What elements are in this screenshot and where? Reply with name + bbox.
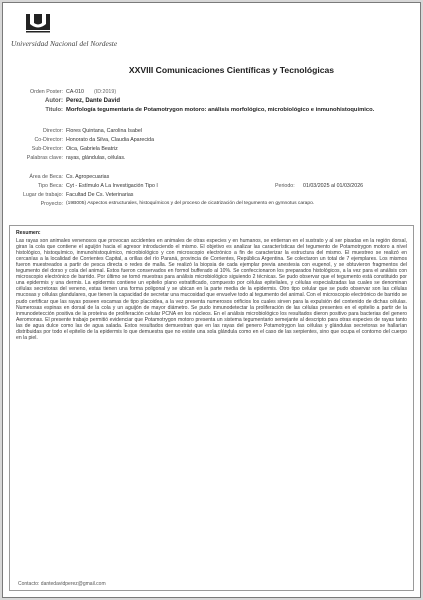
periodo-label: Periodo: [275,183,295,189]
resumen-label: Resumen: [16,230,41,236]
university-logo-icon [25,13,51,35]
autor-label: Autor: [45,98,63,104]
titulo-label: Titulo: [45,107,63,113]
codirector-value: Honorato da Silva, Claudia Aparecida [66,137,155,143]
palabras-label: Palabras clave: [26,155,63,161]
periodo-value: 01/03/2025 al 01/03/2026 [303,183,364,189]
orden-value: CA-010 [66,89,84,95]
document-page [2,2,421,598]
area-value: Cs. Agropecuarias [66,174,110,180]
proyecto-value: (19B005) Aspectos estructurales, histoquímicos y del proceso de cicatrización del tegumento en gymnotus carapo. [66,201,315,206]
contact-label: Contacto: [18,580,40,587]
palabras-value: rayas, glándulas, células. [66,155,126,161]
resumen-text: Las rayas son animales venenosos que provocan accidentes en animales de otras especies y en humanos, se entierran en el sustrato y al ser pisadas en la región dorsal, giran la cola que contiene el aguijón hacia el agresor introduciendo el mismo. El objetivo es analizar las características del tegumento de Potamotrygon motoro a nivel histológico, histoquímico, inmunohistoquímico, microbiológico y con microscopio electrónico a fin de caracterizar la estructura del mismo. El muestreo se realizó en cercanías a la localidad de Corrientes Capital, a orillas del río Paraná, provincia de Corrientes, República Argentina. Se colectaron un total de 7 ejemplares. Los mismos fueron muestreados a partir de pesca directa o redes de malla. Se realizó la biopsia de cada ejemplar previa anestesia con eugenol, y se obtuvieron fragmentos del tegumento del dorso y cola del animal. Estos fueron conservados en formol bufferado al 10%. Se confeccionaron los preparados histológicos, a la vez para el análisis con microscopio electrónico de barrido. Por último se tomó muestras para análisis microbiológico siguiendo 2 técnicas. Se pudo observar que el tegumento está constituido por una epidermis y una dermis. La epidermis contiene un epitelio plano estratificado, compuesto por células epiteliales, y células especializadas las cuales se denominan células secretoras del veneno, estas tienen una forma poligonal y se ubican en la parte media de la epidermis. Otro tipo celular que se pudo observar son las células mucosas y células glandulares, que tienen la capacidad de secretar una mucosidad que envuelve todo al tegumento del animal. Con el microscopio electrónico de barrido se pudo certificar que las rayas poseen escamas de tipo placoidea, a la vez presenta numerosos orificios los cuales sirven para la expulsión del contenido de dichas células. Numerosas espinas en dorsal de la cola y un aguijón de mayor diámetro. Se pudo inmunodetectar la proliferación de las células presentes en el epitelio a partir de la inmunodetección positiva de la proteína de proliferación celular PCNA en los núcleos. En el análisis microbiológico los resultados dieron positivo para bacterias del genero Aeromonas. El presente trabajo permitió evidenciar que Potamotrygon motoro presenta un sistema tegumentario semejante al descripto para otras especies de rayas tanto las de agua dulce como las de agua salada. Estos resultados demuestran que en las rayas del genero Potamotrygon las células y glándulas secretoras se hallarían distribuidas por todo el epitelio de la epidermis lo que demuestra que no existe una sola glándula como en el caso de las serpientes, sino que ocupa el contorno del cuerpo en la piel. [16,238,407,341]
event-title: XXVIII Comunicaciones Científicas y Tecnológicas [128,65,335,75]
lugar-label: Lugar de trabajo: [22,192,63,198]
tipo-label: Tipo Beca: [37,183,63,189]
director-value: Flores Quintana, Carolina Isabel [66,128,142,134]
university-name: Universidad Nacional del Nordeste [11,39,118,48]
area-label: Área de Beca: [29,174,63,180]
resumen-box [9,225,414,591]
director-label: Director: [42,128,63,134]
tipo-value: Cyt - Estímulo A La Investigación Tipo I [66,183,158,189]
orden-label: Orden Poster: [30,89,63,95]
proyecto-label: Proyecto: [40,201,63,207]
contact-email: dantedavidperez@gmail.com [40,580,106,587]
codirector-label: Co-Director: [34,137,63,143]
autor-value: Perez, Dante David [66,98,121,104]
contact-line [18,581,106,587]
lugar-value: Facultad De Cs. Veterinarias [66,192,134,198]
subdirector-value: Oica, Gabriela Beatriz [66,146,118,152]
titulo-value: Morfología tegumentaria de Potamotrygon motoro: análisis morfológico, microbiológico e inmunohistoquímico. [66,107,375,113]
subdirector-label: Sub-Director: [31,146,63,152]
orden-extra: (ID:2019) [94,89,117,95]
